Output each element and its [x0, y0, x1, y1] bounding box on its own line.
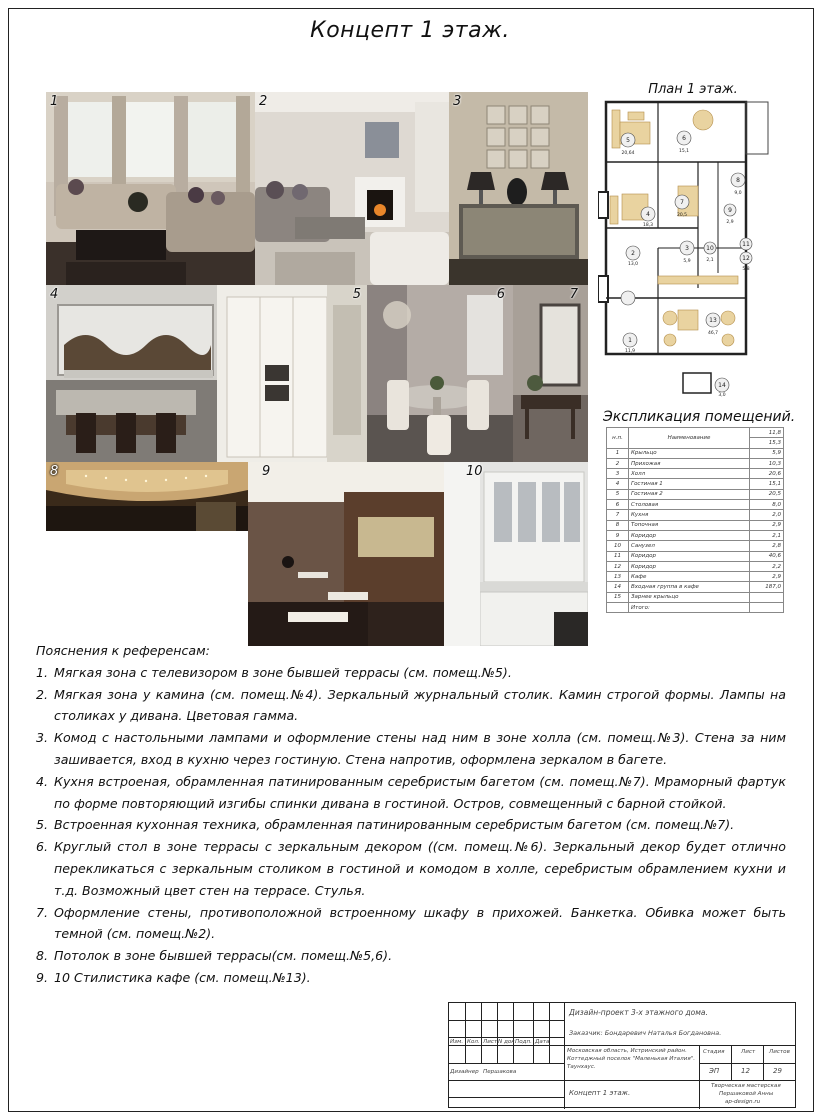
table-cell: 10	[607, 541, 629, 551]
plan-room-area: 46,7	[707, 331, 719, 336]
table-cell: Коридор	[629, 530, 750, 540]
plan-room-label: 4	[646, 211, 650, 218]
plan-room-area: 3,0	[718, 393, 726, 398]
note-item	[36, 727, 786, 771]
plan-room-area: 9,0	[734, 191, 742, 196]
plan-room-area: 20,5	[676, 213, 688, 218]
plan-room-label: 6	[682, 135, 686, 142]
title-block	[448, 1002, 796, 1108]
plan-room-label: 2	[631, 250, 635, 257]
stamp-col-header: Лист	[483, 1039, 498, 1045]
table-row	[607, 551, 784, 561]
photo-3	[449, 92, 588, 285]
sheet-value: 12	[741, 1067, 750, 1075]
table-cell: 15,1	[750, 479, 784, 489]
stamp-col-header: Кол.	[467, 1039, 480, 1045]
sheets-value: 29	[773, 1067, 782, 1075]
plan-room-area: 20,64	[621, 151, 635, 156]
table-cell: 4	[607, 479, 629, 489]
photo-2	[255, 92, 449, 285]
table-cell: 20,6	[750, 469, 784, 479]
photo-6	[367, 285, 513, 462]
table-cell	[750, 603, 784, 613]
table-cell: 2,2	[750, 561, 784, 571]
table-row	[607, 479, 784, 489]
plan-room-label: 5	[626, 137, 630, 144]
table-cell: 9	[607, 530, 629, 540]
table-cell: 40,6	[750, 551, 784, 561]
photo-number: 3	[453, 94, 462, 109]
table-cell: 1	[607, 448, 629, 458]
note-text: Мягкая зона с телевизором в зоне бывшей террасы (см. помещ.№5).	[54, 664, 512, 680]
table-cell: Коридор	[629, 551, 750, 561]
table-row	[607, 530, 784, 540]
photo-4	[46, 285, 217, 462]
table-cell: 2,9	[750, 520, 784, 530]
table-row	[607, 603, 784, 613]
plan-room-area: 5,8	[742, 267, 750, 272]
photo-9	[248, 462, 444, 646]
table-row	[607, 510, 784, 520]
table-cell: 8,0	[750, 500, 784, 510]
table-cell: 13	[607, 572, 629, 582]
plan-room-area: 15,1	[678, 149, 690, 154]
note-text: Потолок в зоне бывшей террасы(см. помещ.№5,6).	[54, 948, 393, 964]
floor-plan	[598, 98, 776, 398]
note-item	[36, 684, 786, 728]
table-cell: Холл	[629, 469, 750, 479]
table-cell: Столовая	[629, 500, 750, 510]
customer: Заказчик: Бондаревич Наталья Богдановна.	[569, 1029, 722, 1037]
table-cell: Коридор	[629, 561, 750, 571]
table-cell: 3	[607, 469, 629, 479]
note-item	[36, 662, 786, 684]
table-row	[607, 500, 784, 510]
photo-number: 2	[259, 94, 268, 109]
plan-room-label: 14	[718, 382, 726, 389]
table-cell: 2,0	[750, 510, 784, 520]
designer-label: Дизайнер	[450, 1069, 479, 1075]
note-item	[36, 771, 786, 815]
table-cell: Кухня	[629, 510, 750, 520]
note-text: Кухня встроеная, обрамленная патинированным серебристым багетом (см. помещ.№7). Мраморный фартук по форме повторяющий изгибы спинки дивана в гостиной. Остров, совмещенный с барной стойкой.	[54, 773, 786, 811]
table-cell: Входная группа в кафе	[629, 582, 750, 592]
table-cell: 15,3	[750, 438, 784, 448]
note-number: 7.	[36, 904, 49, 920]
note-item	[36, 945, 786, 967]
note-text: Мягкая зона у камина (см. помещ.№4). Зеркальный журнальный столик. Камин строгой формы. Лампы на столиках у дивана. Цветовая гамма.	[54, 686, 786, 724]
table-cell: Кафе	[629, 572, 750, 582]
photo-number: 10	[466, 464, 483, 479]
sheet-label: Лист	[741, 1049, 756, 1055]
table-cell: 5	[607, 489, 629, 499]
plan-title: План 1 этаж.	[648, 82, 738, 97]
table-row	[607, 458, 784, 468]
table-cell: 6	[607, 500, 629, 510]
table-cell	[607, 603, 629, 613]
photo-7	[513, 285, 588, 462]
photo-number: 5	[352, 287, 361, 302]
table-cell: 187,0	[750, 582, 784, 592]
designer-name: Першакова	[483, 1069, 517, 1075]
note-text: Комод с настольными лампами и оформление стены над ним в зоне холла (см. помещ.№3). Стена за ним зашивается, вход в кухню через гостиную. Стена напротив, оформлена зеркалом в багете.	[54, 730, 786, 767]
project-name: Дизайн-проект 3-х этажного дома.	[569, 1008, 708, 1017]
photo-number: 8	[50, 464, 59, 479]
plan-room-area: 18,3	[642, 223, 654, 228]
stage-label: Стадия	[703, 1049, 725, 1055]
note-item	[36, 836, 786, 901]
photo-5	[217, 285, 367, 462]
table-cell: 2,9	[750, 572, 784, 582]
plan-room-label: 13	[709, 317, 717, 324]
table-row	[607, 489, 784, 499]
table-cell: Зарнее крыльцо	[629, 592, 750, 602]
plan-room-label: 11	[742, 241, 750, 248]
note-number: 9.	[36, 969, 49, 985]
photo-number: 1	[50, 94, 59, 109]
plan-room-area: 11,9	[624, 349, 636, 354]
note-number: 8.	[36, 948, 49, 964]
studio-line: Першаковой Анны	[719, 1091, 774, 1097]
table-row	[607, 520, 784, 530]
note-item	[36, 902, 786, 946]
plan-room-label: 10	[706, 245, 714, 252]
plan-room-label: 1	[628, 337, 632, 344]
table-row	[607, 469, 784, 479]
stamp-col-header: Подп.	[515, 1039, 532, 1045]
note-text: 10 Стилистика кафе (см. помещ.№13).	[54, 969, 311, 985]
page-title: Концепт 1 этаж.	[310, 18, 510, 43]
plan-room-area: 5,9	[683, 259, 691, 264]
note-text: Круглый стол в зоне террасы с зеркальным декором ((см. помещ.№6). Зеркальный декор будет отлично перекликаться с зеркальным столиком в гостиной и комодом в холле, серебристым обрамлением кухни и т.д. Возможный цвет стен на террасе. Стулья.	[54, 839, 786, 898]
table-cell: 10,3	[750, 458, 784, 468]
plan-room-area: 13,0	[627, 262, 639, 267]
table-cell: 2,8	[750, 541, 784, 551]
table-cell: 11	[607, 551, 629, 561]
note-number: 2.	[36, 686, 49, 702]
studio-line: ap-design.ru	[725, 1099, 761, 1105]
address-line: Коттеджный поселок "Маленькая Италия".	[567, 1056, 696, 1062]
table-cell: 2,1	[750, 530, 784, 540]
address-line: Таунхаус.	[567, 1064, 596, 1070]
note-item	[36, 814, 786, 836]
table-cell: Итого:	[629, 603, 750, 613]
table-row	[607, 582, 784, 592]
note-number: 1.	[36, 664, 49, 680]
stamp-col-header: Изм.	[450, 1039, 464, 1045]
plan-room-label: 7	[680, 199, 684, 206]
table-cell: 7	[607, 510, 629, 520]
table-cell: 15	[607, 592, 629, 602]
table-cell	[750, 592, 784, 602]
table-cell: 11,8	[750, 428, 784, 438]
stamp-col-header: Дата	[535, 1039, 550, 1045]
plan-room-area: 2,1	[706, 258, 714, 263]
table-row	[607, 428, 784, 438]
photo-number: 7	[569, 287, 578, 302]
table-cell: н.п.	[607, 428, 629, 449]
note-number: 4.	[36, 773, 49, 789]
photo-number: 9	[262, 464, 271, 479]
sheets-label: Листов	[769, 1049, 790, 1055]
photo-10	[444, 462, 588, 646]
note-number: 6.	[36, 839, 49, 855]
notes-title: Пояснения к референсам:	[36, 643, 210, 658]
plan-room-label: 3	[685, 245, 689, 252]
note-text: Встроенная кухонная техника, обрамленная патинированным серебристым багетом (см. помещ.№7).	[54, 817, 735, 833]
photo-8	[46, 462, 248, 531]
note-text: Оформление стены, противоположной встроенному шкафу в прихожей. Банкетка. Обивка может быть темной (см. помещ.№2).	[54, 904, 786, 942]
note-number: 3.	[36, 730, 49, 746]
table-cell: Топочная	[629, 520, 750, 530]
explication-title: Экспликация помещений.	[603, 409, 796, 425]
table-cell: Гостиная 1	[629, 479, 750, 489]
table-cell: 12	[607, 561, 629, 571]
table-cell: 5,9	[750, 448, 784, 458]
plan-room-label: 12	[742, 255, 750, 262]
note-item	[36, 967, 786, 989]
sheet-name: Концепт 1 этаж.	[569, 1089, 631, 1097]
table-cell: Крыльцо	[629, 448, 750, 458]
table-row	[607, 541, 784, 551]
stamp-col-header: N док.	[498, 1039, 517, 1045]
plan-room-area: 2,9	[726, 220, 734, 225]
table-cell: Санузел	[629, 541, 750, 551]
explication-table	[606, 427, 784, 613]
table-cell: 8	[607, 520, 629, 530]
table-cell: Наименование	[629, 428, 750, 449]
table-cell: Прихожая	[629, 458, 750, 468]
plan-room-label: 8	[736, 177, 740, 184]
note-number: 5.	[36, 817, 49, 833]
stage-value: ЭП	[709, 1067, 720, 1075]
reference-notes	[36, 640, 786, 989]
photo-1	[46, 92, 255, 285]
table-row	[607, 592, 784, 602]
table-row	[607, 448, 784, 458]
table-cell: 20,5	[750, 489, 784, 499]
table-cell: Гостиная 2	[629, 489, 750, 499]
photo-number: 6	[496, 287, 505, 302]
photo-number: 4	[50, 287, 59, 302]
plan-room-label: 9	[728, 207, 732, 214]
table-row	[607, 561, 784, 571]
address-line: Московская область, Истринский район.	[567, 1048, 687, 1054]
table-cell: 2	[607, 458, 629, 468]
studio-line: Творческая мастерская	[711, 1083, 781, 1089]
table-cell: 14	[607, 582, 629, 592]
table-row	[607, 572, 784, 582]
